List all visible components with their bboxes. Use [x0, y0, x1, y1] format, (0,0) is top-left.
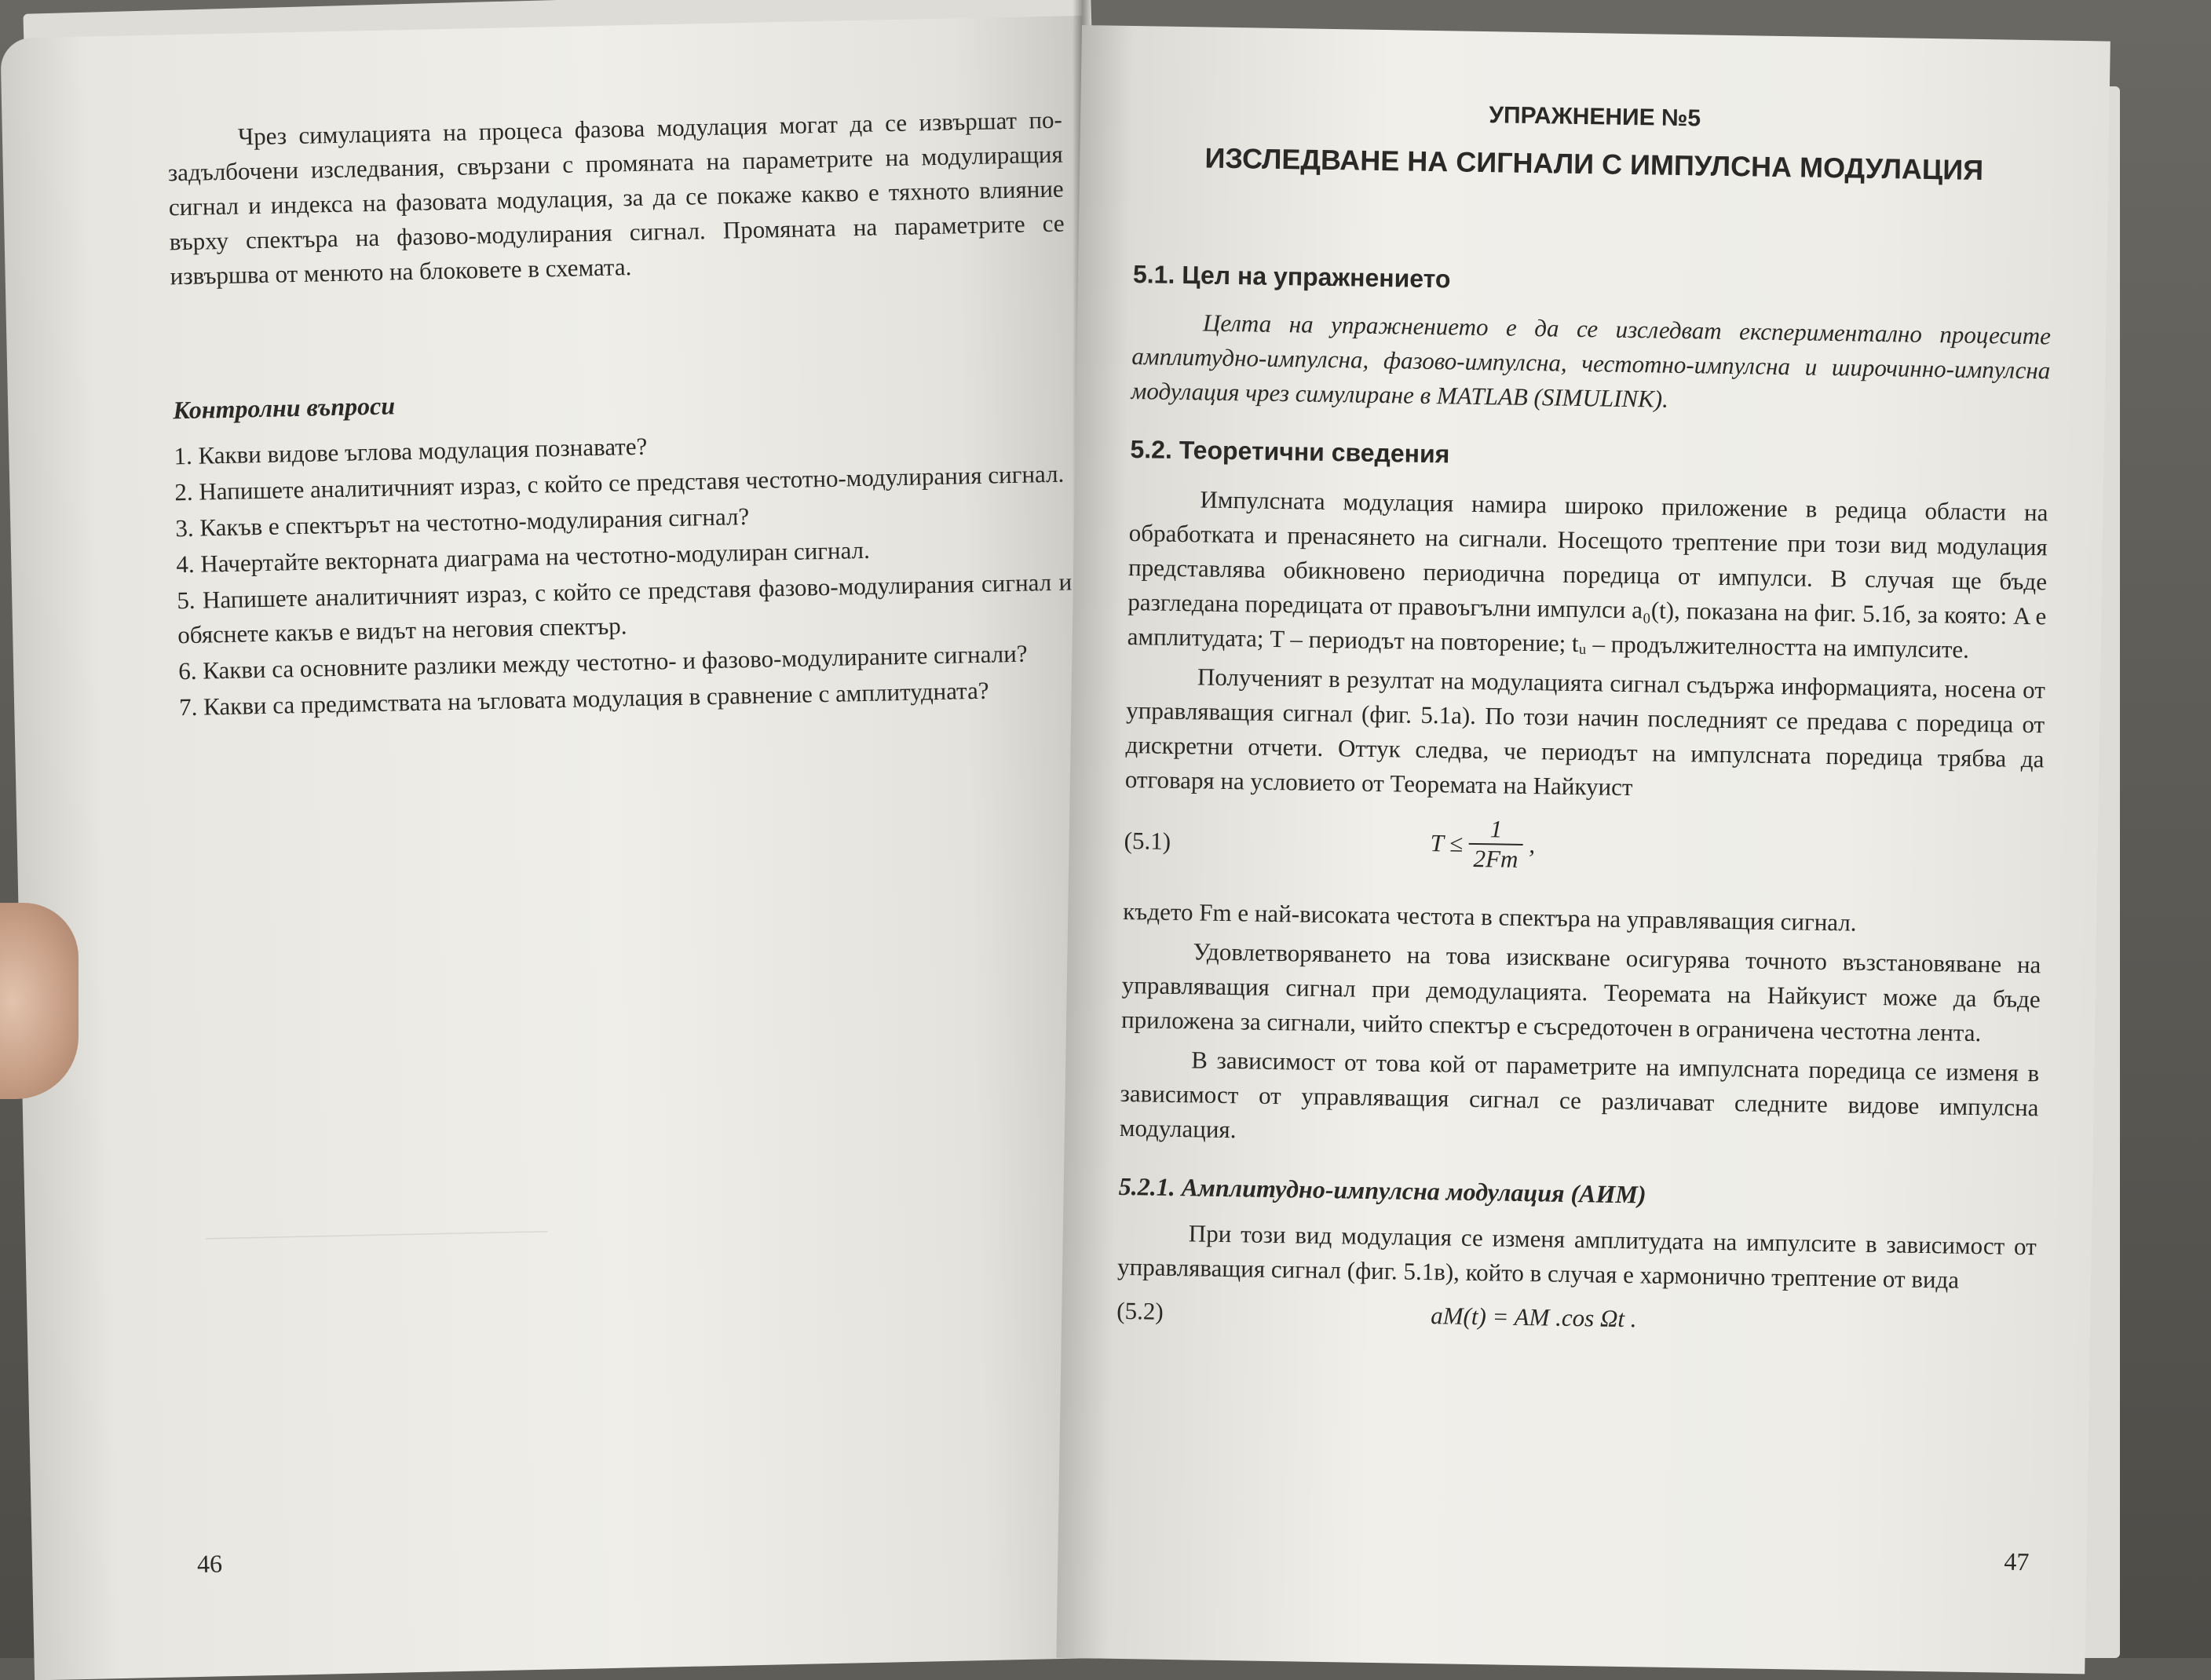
equation-body: [1430, 814, 1536, 874]
exercise-title: ИЗСЛЕДВАНЕ НА СИГНАЛИ С ИМПУЛСНА МОДУЛАЦИЯ: [1204, 141, 1984, 187]
equation-5-1: [1124, 806, 2043, 896]
section-5-2-paragraph-2: Полученият в резултат на модулацията сигнал съдържа информацията, носена от управляващия сигнал (фиг. 5.1а). По този начин последният се предава с поредица от дискретни отчети. Оттук следва, че периодът на импулсната поредица трябва да отговаря на условието от Теоремата на Найкуист: [1124, 663, 2046, 802]
section-5-2-title: 5.2. Теоретични сведения: [1130, 435, 1450, 469]
left-page-content: [167, 103, 1075, 727]
equation-lhs: T ≤: [1430, 829, 1464, 857]
question-item: 6. Какви са основните разлики между честотно- и фазово-модулираните сигнали?: [177, 639, 1028, 685]
question-item: 1. Какви видове ъглова модулация познавате?: [174, 432, 648, 470]
thumb: [0, 903, 79, 1099]
questions-heading: Контролни въпроси: [172, 391, 396, 425]
fraction-denominator: 2Fm: [1473, 844, 1518, 873]
section-5-2-1-text: При този вид модулация се изменя амплитудата на импулсите в зависимост от управляващия сигнал (фиг. 5.1в), който в случая е хармонично трептение от вида: [1116, 1219, 2037, 1294]
equation-fraction: [1468, 815, 1523, 874]
right-page: [1056, 25, 2110, 1674]
exercise-number: УПРАЖНЕНИЕ №5: [1489, 102, 1701, 132]
question-item: 4. Начертайте векторната диаграма на честотно-модулиран сигнал.: [176, 535, 871, 579]
question-item: 5. Напишете аналитичният израз, с който се представя фазово-модулирания сигнал и обяснете какъв е видът на неговия спектър.: [176, 568, 1073, 649]
section-5-2-paragraph-3: Удовлетворяването на това изискване осигурява точното възстановяване на управляващия сигнал при демодулацията. Теоремата на Найкуист може да бъде приложена за сигнали, чийто спектър е съсредоточен в ограничена честотна лента.: [1120, 937, 2041, 1047]
fraction-numerator: 1: [1469, 815, 1523, 845]
section-5-2-paragraph-1: Импулсната модулация намира широко приложение в редица области на обработката и пренасянето на сигнали. Носещото трептение при този вид модулация представлява обикновено периодична поредица от импулси. В случая ще бъде разгледана поредицата от правоъгълни импулси a₀(t), показана на фиг. 5.1б, за която: A е амплитудата; T – периодът на повторение; tᵤ – продължителността на импулсите.: [1127, 485, 2048, 663]
equation-number: (5.1): [1124, 826, 1171, 855]
equation-5-2: [1116, 1291, 2036, 1352]
left-page: [0, 16, 1116, 1680]
section-5-1-text: Целта на упражнението е да се изследват експериментално процесите амплитудно-импулсна, фазово-импулсна, честотно-импулсна и широчинно-импулсна модулация чрез симулиране в MATLAB (SIMULINK).: [1131, 309, 2052, 413]
equation-tail: ,: [1529, 831, 1536, 859]
left-page-number: 46: [196, 1549, 223, 1579]
equation-number: (5.2): [1116, 1296, 1164, 1325]
section-5-2-1-title: 5.2.1. Амплитудно-импулсна модулация (АИМ): [1118, 1171, 1646, 1209]
section-5-2-paragraph-4: В зависимост от това кой от параметрите на импулсната поредица се изменя в зависимост от управляващия сигнал се различават следните видове импулсна модулация.: [1119, 1046, 2040, 1144]
intro-paragraph: Чрез симулацията на процеса фазова модулация могат да се извършат по-задълбочени изследвания, свързани с промяната на параметрите на модулиращия сигнал и индекса на фазовата модулация, за да се покаже какво е тяхното влияние върху спектъра на фазово-модулирания сигнал. Промяната на параметрите се извършва от менюто на блоковете в схемата.: [167, 105, 1065, 290]
bleed-through: _____________________________: [205, 1208, 548, 1242]
question-item: 7. Какви са предимствата на ъгловата модулация в сравнение с амплитудната?: [178, 676, 989, 721]
where-line: където Fm е най-високата честота в спектъра на управляващия сигнал.: [1123, 897, 1857, 937]
question-item: 3. Какъв е спектърът на честотно-модулирания сигнал?: [175, 502, 750, 542]
equation-body: aM(t) = AM .cos Ωt .: [1430, 1302, 1637, 1333]
question-item: 2. Напишете аналитичният израз, с който се представя честотно-модулирания сигнал.: [174, 459, 1065, 506]
section-5-1-title: 5.1. Цел на упражнението: [1132, 260, 1451, 294]
right-page-number: 47: [2004, 1547, 2030, 1576]
right-page-content: [1116, 97, 2055, 1352]
